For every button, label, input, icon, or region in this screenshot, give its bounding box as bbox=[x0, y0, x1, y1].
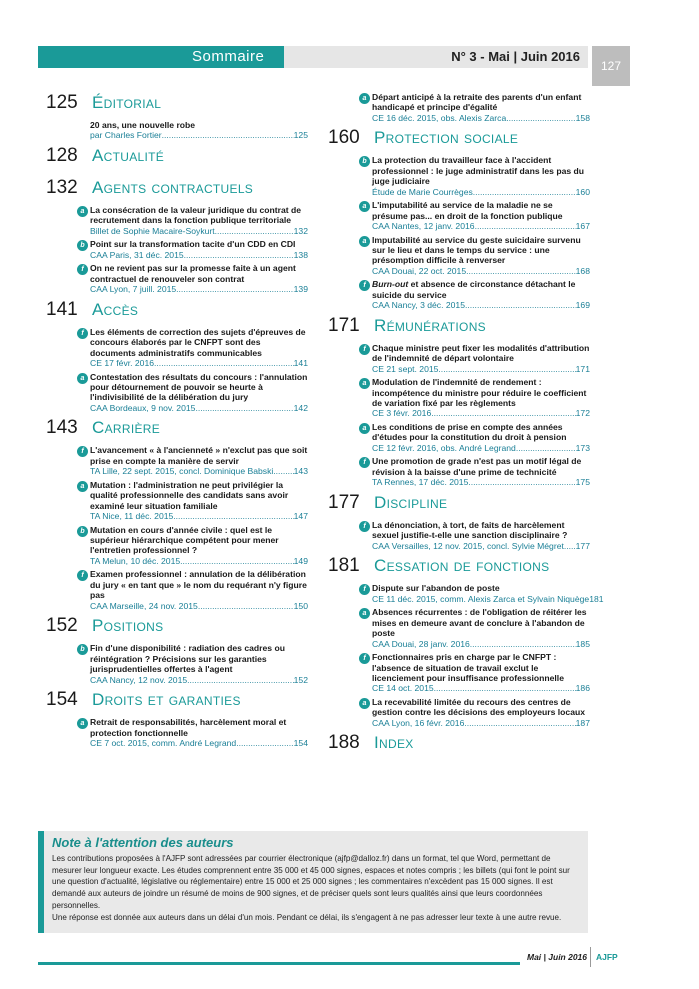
toc-section bbox=[328, 555, 604, 728]
toc-entry[interactable] bbox=[46, 569, 308, 611]
section-heading bbox=[46, 615, 308, 643]
entry-reference bbox=[372, 364, 590, 375]
leader-dots bbox=[162, 130, 294, 141]
toc-left-column bbox=[46, 92, 308, 753]
article-type-icon: f bbox=[77, 328, 88, 339]
toc-section bbox=[46, 145, 308, 173]
entry-page-number: 147 bbox=[293, 511, 308, 522]
entry-title[interactable]: Contestation des résultats du concours : l'annulation pour détournement de pouvoir se heurte à l'indivisibilité de la délibération du jury bbox=[90, 371, 308, 403]
toc-entry[interactable] bbox=[328, 200, 590, 231]
leader-dots bbox=[176, 284, 294, 295]
toc-entry[interactable] bbox=[46, 525, 308, 567]
section-title[interactable]: Actualité bbox=[92, 146, 165, 165]
toc-section bbox=[328, 315, 590, 488]
section-heading bbox=[328, 555, 590, 583]
issue-label: N° 3 - Mai | Juin 2016 bbox=[284, 46, 588, 68]
toc-entry[interactable] bbox=[46, 205, 308, 236]
toc-section bbox=[46, 92, 308, 141]
entry-source: TA Melun, 10 déc. 2015 bbox=[90, 555, 181, 566]
section-page-number: 141 bbox=[46, 298, 78, 320]
entry-title[interactable]: Modulation de l'indemnité de rendement : incompétence du ministre pour réduire le coefficient de variation fixé par les règlements bbox=[372, 377, 587, 409]
section-page-number: 181 bbox=[328, 555, 360, 577]
section-page-number: 125 bbox=[46, 92, 78, 113]
entry-title[interactable]: Chaque ministre peut fixer les modalités d'attribution de l'indemnité de départ volontaire bbox=[372, 342, 590, 364]
entry-title[interactable]: Une promotion de grade n'est pas un motif légal de révision à la baisse d'une prime de technicité bbox=[372, 456, 582, 477]
entry-page-number: 177 bbox=[575, 540, 590, 551]
toc-entry[interactable] bbox=[328, 520, 590, 551]
article-type-icon: a bbox=[77, 718, 88, 729]
section-page-number: 160 bbox=[328, 127, 360, 149]
toc-section bbox=[328, 732, 590, 760]
article-type-icon: a bbox=[77, 481, 88, 492]
entry-reference bbox=[372, 477, 590, 488]
entry-source: CE 16 déc. 2015, obs. Alexis Zarca bbox=[372, 112, 507, 123]
article-type-icon: f bbox=[359, 584, 370, 595]
entry-reference bbox=[90, 511, 308, 522]
toc-right-column bbox=[328, 92, 604, 764]
entry-page-number: 141 bbox=[293, 358, 308, 369]
entry-page-number: 187 bbox=[575, 717, 590, 728]
section-page-number: 171 bbox=[328, 314, 360, 336]
leader-dots bbox=[464, 718, 575, 729]
entry-page-number: 139 bbox=[293, 284, 308, 295]
entry-title[interactable]: On ne revient pas sur la promesse faite à un agent contractuel de renouveler son contrat bbox=[90, 263, 296, 284]
entry-title[interactable]: La consécration de la valeur juridique du contrat de recrutement dans la fonction publique territoriale bbox=[90, 205, 302, 226]
toc-entry[interactable] bbox=[328, 343, 590, 374]
entry-page-number: 125 bbox=[293, 130, 308, 141]
article-type-icon: f bbox=[359, 457, 370, 468]
entry-page-number: 152 bbox=[293, 674, 308, 685]
entry-reference bbox=[90, 226, 308, 237]
entry-reference bbox=[90, 556, 308, 567]
article-type-icon: a bbox=[359, 698, 370, 709]
entry-source: CE 12 févr. 2016, obs. André Legrand bbox=[372, 442, 516, 453]
entry-title[interactable]: Mutation en cours d'année civile : quel est le supérieur hiérarchique compétent pour mener l'entretien professionnel ? bbox=[90, 524, 279, 556]
toc-entry[interactable] bbox=[46, 327, 308, 369]
article-type-icon: f bbox=[77, 570, 88, 581]
footer-issue: Mai | Juin 2016 bbox=[527, 952, 588, 962]
toc-entry[interactable] bbox=[328, 235, 590, 277]
toc-section bbox=[46, 689, 308, 748]
entry-page-number: 181 bbox=[589, 593, 604, 604]
entry-title[interactable]: La protection du travailleur face à l'accident professionnel : le juge administratif dans les pas du juge judiciaire bbox=[372, 155, 585, 187]
entry-page-number: 154 bbox=[293, 737, 308, 748]
entry-source: CAA Nantes, 12 janv. 2016 bbox=[372, 221, 475, 232]
entry-page-number: 175 bbox=[575, 477, 590, 488]
entry-title[interactable]: Examen professionnel : annulation de la délibération du jury « en tant que » le nom du requérant n'y figure pas bbox=[90, 569, 307, 601]
entry-source: CE 17 févr. 2016 bbox=[90, 358, 155, 369]
section-heading bbox=[328, 732, 590, 760]
entry-source: TA Nice, 11 déc. 2015 bbox=[90, 511, 174, 522]
article-type-icon: b bbox=[77, 526, 88, 537]
section-title[interactable]: Éditorial bbox=[92, 93, 162, 112]
note-paragraph: Une réponse est donnée aux auteurs dans un délai d'un mois. Pendant ce délai, ils s'engagent à ne pas adresser leur texte à une autre revue. bbox=[52, 912, 562, 922]
toc-section bbox=[328, 127, 590, 310]
entry-reference bbox=[90, 284, 308, 295]
section-page-number: 143 bbox=[46, 417, 78, 439]
entry-reference bbox=[90, 738, 308, 749]
entry-page-number: 173 bbox=[575, 442, 590, 453]
leader-dots bbox=[473, 187, 576, 198]
section-heading bbox=[46, 177, 308, 205]
leader-dots bbox=[273, 466, 293, 477]
entry-source: CAA Versailles, 12 nov. 2015, concl. Sylvie Mégret bbox=[372, 540, 564, 551]
toc-entry[interactable] bbox=[46, 717, 308, 748]
entry-page-number: 138 bbox=[293, 249, 308, 260]
article-type-icon: b bbox=[77, 644, 88, 655]
entry-page-number: 169 bbox=[575, 300, 590, 311]
entry-title[interactable]: Fin d'une disponibilité : radiation des cadres ou réintégration ? Précisions sur les garanties jurisprudentielles offertes à l'agent bbox=[90, 643, 285, 675]
section-page-number: 128 bbox=[46, 145, 78, 166]
section-heading bbox=[46, 145, 308, 173]
leader-dots bbox=[466, 266, 576, 277]
entry-page-number: 149 bbox=[293, 555, 308, 566]
section-heading bbox=[328, 315, 590, 343]
entry-reference bbox=[372, 639, 590, 650]
section-title[interactable]: Positions bbox=[92, 616, 164, 636]
entry-title[interactable]: Les conditions de prise en compte des années d'études pour la constitution du droit à pension bbox=[372, 422, 567, 443]
entry-title[interactable]: Départ anticipé à la retraite des parents d'un enfant handicapé et principe d'égalité bbox=[372, 92, 582, 113]
entry-source: CE 3 févr. 2016 bbox=[372, 408, 432, 419]
entry-page-number: 142 bbox=[293, 402, 308, 413]
section-page-number: 188 bbox=[328, 732, 360, 754]
article-type-icon: a bbox=[359, 93, 370, 104]
section-page-number: 152 bbox=[46, 615, 78, 637]
entry-source: CAA Douai, 22 oct. 2015 bbox=[372, 265, 467, 276]
entry-title[interactable]: Absences récurrentes : de l'obligation de réitérer les mises en demeure avant de conclure à l'abandon de poste bbox=[372, 607, 587, 639]
article-type-icon: a bbox=[359, 608, 370, 619]
toc-entry[interactable] bbox=[328, 155, 590, 197]
toc-section bbox=[46, 615, 308, 685]
entry-page-number: 171 bbox=[575, 363, 590, 374]
toc-entry[interactable] bbox=[328, 607, 590, 649]
authors-note bbox=[38, 831, 588, 933]
page-header bbox=[38, 46, 588, 68]
article-type-icon: b bbox=[359, 156, 370, 167]
page-number: 127 bbox=[592, 46, 630, 86]
toc-entry[interactable] bbox=[328, 279, 590, 310]
article-type-icon: f bbox=[359, 653, 370, 664]
entry-title[interactable]: Mutation : l'administration ne peut privilégier la qualité professionnelle des candidats sans avoir examiné leur situation familiale bbox=[90, 479, 289, 511]
leader-dots bbox=[434, 683, 576, 694]
entry-reference bbox=[372, 593, 604, 605]
entry-source: TA Lille, 22 sept. 2015, concl. Dominique Babski bbox=[90, 466, 274, 477]
section-heading bbox=[46, 689, 308, 717]
entry-title[interactable]: La recevabilité limitée du recours des centres de gestion contre les décisions des employeurs locaux bbox=[372, 696, 586, 718]
entry-reference bbox=[372, 443, 590, 454]
entry-reference bbox=[90, 358, 308, 369]
section-title: Sommaire bbox=[38, 46, 284, 68]
section-heading bbox=[46, 417, 308, 445]
toc-entry[interactable] bbox=[328, 583, 604, 604]
entry-page-number: 160 bbox=[575, 186, 590, 197]
toc-entry[interactable] bbox=[46, 643, 308, 685]
toc-section bbox=[46, 417, 308, 611]
article-type-icon: a bbox=[77, 373, 88, 384]
entry-title[interactable]: Point sur la transformation tacite d'un CDD en CDI bbox=[90, 239, 296, 250]
entry-source: CE 21 sept. 2015 bbox=[372, 363, 439, 374]
leader-dots bbox=[236, 738, 293, 749]
leader-dots bbox=[506, 113, 575, 124]
toc-entry[interactable] bbox=[328, 697, 590, 728]
toc-entry[interactable] bbox=[328, 652, 590, 694]
entry-page-number: 186 bbox=[575, 683, 590, 694]
leader-dots bbox=[184, 250, 294, 261]
toc-entry[interactable] bbox=[328, 377, 590, 419]
entry-reference bbox=[90, 675, 308, 686]
article-type-icon: f bbox=[359, 280, 370, 291]
leader-dots bbox=[198, 601, 294, 612]
entry-title[interactable]: Dispute sur l'abandon de poste bbox=[372, 583, 500, 594]
leader-dots bbox=[470, 639, 576, 650]
entry-source: Étude de Marie Courrèges bbox=[372, 186, 473, 197]
entry-page-number: 168 bbox=[575, 265, 590, 276]
article-type-icon: a bbox=[359, 378, 370, 389]
section-heading bbox=[46, 92, 308, 120]
entry-reference bbox=[90, 130, 308, 141]
note-title: Note à l'attention des auteurs bbox=[52, 835, 234, 850]
toc-entry[interactable] bbox=[328, 92, 590, 123]
leader-dots bbox=[516, 443, 576, 454]
entry-reference bbox=[372, 683, 590, 694]
entry-title[interactable]: Imputabilité au service du geste suicidaire survenu sur le lieu et dans le temps du service : une présomption difficile à renverser bbox=[372, 234, 581, 266]
entry-source: CAA Douai, 28 janv. 2016 bbox=[372, 638, 470, 649]
footer-divider bbox=[590, 947, 591, 967]
entry-reference bbox=[90, 466, 308, 477]
italic-term: Burn-out bbox=[372, 279, 409, 290]
note-paragraph: Les contributions proposées à l'AJFP sont adressées par courrier électronique (ajfp@dalloz.fr) dans un format, tel que Word, permettant de mesurer leur longueur exacte. Les études comprennent entre 35 000 et 45 000 signes, espaces et notes compris ; les billets (qui font le point sur une question d'actualité, législative ou réglementaire) entre 15 000 et 25 000 signes ; les commentaires n'excèdent pas 15 000 signes. Il est demandé aux auteurs de joindre un résumé de moins de 900 signes, et de préciser quels sont leurs qualités ainsi que leurs coordonnées personnelles. bbox=[52, 854, 570, 910]
leader-dots bbox=[195, 403, 293, 414]
section-page-number: 154 bbox=[46, 689, 78, 711]
section-title[interactable]: Carrière bbox=[92, 418, 161, 438]
section-title[interactable]: Index bbox=[374, 733, 414, 753]
entry-source: CAA Lyon, 7 juill. 2015 bbox=[90, 284, 177, 295]
entry-reference bbox=[372, 113, 590, 124]
entry-page-number: 132 bbox=[293, 225, 308, 236]
section-page-number: 132 bbox=[46, 177, 78, 198]
entry-reference bbox=[372, 187, 590, 198]
toc-entry[interactable] bbox=[46, 445, 308, 476]
entry-title[interactable]: Burn-out et absence de circonstance détachant le suicide du service bbox=[372, 279, 576, 300]
leader-dots bbox=[465, 300, 576, 311]
article-type-icon: f bbox=[359, 344, 370, 355]
toc-section bbox=[46, 177, 308, 295]
entry-page-number: 143 bbox=[293, 466, 308, 477]
article-type-icon: b bbox=[77, 240, 88, 251]
section-title[interactable]: Rémunérations bbox=[374, 315, 486, 335]
leader-dots bbox=[564, 541, 576, 552]
section-heading bbox=[328, 492, 590, 520]
section-title[interactable]: Protection sociale bbox=[374, 128, 519, 148]
section-heading bbox=[46, 299, 308, 327]
article-type-icon: f bbox=[77, 264, 88, 275]
entry-reference bbox=[372, 300, 590, 311]
entry-title[interactable]: 20 ans, une nouvelle robe bbox=[90, 120, 196, 130]
toc-entry[interactable] bbox=[46, 480, 308, 522]
entry-title[interactable]: L'imputabilité au service de la maladie ne se présume pas... en droit de la fonction publique bbox=[372, 200, 563, 221]
article-type-icon: f bbox=[359, 521, 370, 532]
entry-reference bbox=[372, 266, 590, 277]
article-type-icon: a bbox=[77, 206, 88, 217]
section-title[interactable]: Cessation de fonctions bbox=[374, 556, 550, 576]
entry-page-number: 172 bbox=[575, 408, 590, 419]
entry-source: CAA Bordeaux, 9 nov. 2015 bbox=[90, 402, 196, 413]
entry-title[interactable]: Fonctionnaires pris en charge par le CNFPT : l'absence de situation de travail exclut le licenciement pour insuffisance professionnelle bbox=[372, 652, 564, 683]
toc-entry[interactable] bbox=[46, 239, 308, 260]
section-page-number: 177 bbox=[328, 491, 360, 513]
toc-entry[interactable] bbox=[46, 263, 308, 294]
footer-brand: AJFP bbox=[596, 952, 618, 962]
entry-source: TA Rennes, 17 déc. 2015 bbox=[372, 477, 469, 488]
entry-source: CE 11 déc. 2015, comm. Alexis Zarca et Sylvain Niquège bbox=[372, 593, 590, 604]
entry-title[interactable]: L'avancement « à l'ancienneté » n'exclut pas que soit prise en compte la manière de servir bbox=[90, 445, 308, 466]
leader-dots bbox=[438, 364, 575, 375]
toc-section bbox=[328, 92, 590, 123]
section-title[interactable]: Accès bbox=[92, 299, 139, 319]
entry-page-number: 167 bbox=[575, 221, 590, 232]
section-title[interactable]: Agents contractuels bbox=[92, 178, 254, 197]
entry-source: Billet de Sophie Macaire-Soykurt bbox=[90, 225, 215, 236]
entry-reference bbox=[90, 250, 308, 261]
article-type-icon: a bbox=[359, 236, 370, 247]
article-type-icon: a bbox=[359, 423, 370, 434]
entry-source: CAA Marseille, 24 nov. 2015 bbox=[90, 600, 198, 611]
leader-dots bbox=[475, 221, 576, 232]
article-type-icon: f bbox=[77, 446, 88, 457]
entry-source: CAA Lyon, 16 févr. 2016 bbox=[372, 717, 465, 728]
entry-reference bbox=[372, 541, 590, 552]
article-type-icon: a bbox=[359, 201, 370, 212]
entry-title[interactable]: Les éléments de correction des sujets d'épreuves de concours élaborés par le CNFPT sont des documents administratifs communicables bbox=[90, 326, 306, 358]
entry-source: CE 7 oct. 2015, comm. André Legrand bbox=[90, 737, 237, 748]
entry-source: CE 14 oct. 2015 bbox=[372, 683, 434, 694]
entry-reference bbox=[372, 718, 590, 729]
leader-dots bbox=[180, 556, 294, 567]
section-title[interactable]: Droits et garanties bbox=[92, 690, 241, 710]
entry-reference bbox=[90, 601, 308, 612]
leader-dots bbox=[187, 675, 294, 686]
leader-dots bbox=[173, 511, 293, 522]
entry-title[interactable]: La dénonciation, à tort, de faits de harcèlement sexuel justifie-t-elle une sanction disciplinaire ? bbox=[372, 519, 568, 541]
entry-reference bbox=[372, 221, 590, 232]
entry-page-number: 185 bbox=[575, 638, 590, 649]
leader-dots bbox=[431, 408, 575, 419]
entry-source: par Charles Fortier bbox=[90, 130, 162, 141]
toc-entry[interactable] bbox=[328, 422, 590, 453]
entry-source: CAA Paris, 31 déc. 2015 bbox=[90, 249, 184, 260]
leader-dots bbox=[154, 358, 294, 369]
entry-title[interactable]: Retrait de responsabilités, harcèlement moral et protection fonctionnelle bbox=[90, 717, 287, 738]
toc-section bbox=[46, 299, 308, 414]
toc-entry[interactable] bbox=[46, 372, 308, 414]
entry-reference bbox=[372, 408, 590, 419]
section-title[interactable]: Discipline bbox=[374, 492, 448, 512]
entry-source: CAA Nancy, 3 déc. 2015 bbox=[372, 300, 465, 311]
leader-dots bbox=[468, 477, 575, 488]
toc-entry[interactable] bbox=[328, 456, 590, 487]
entry-page-number: 150 bbox=[293, 600, 308, 611]
entry-page-number: 158 bbox=[575, 112, 590, 123]
toc-section bbox=[328, 492, 590, 551]
footer-rule bbox=[38, 962, 520, 965]
toc-entry[interactable] bbox=[46, 120, 308, 141]
section-heading bbox=[328, 127, 590, 155]
entry-source: CAA Nancy, 12 nov. 2015 bbox=[90, 674, 188, 685]
entry-reference bbox=[90, 403, 308, 414]
leader-dots bbox=[215, 226, 294, 237]
